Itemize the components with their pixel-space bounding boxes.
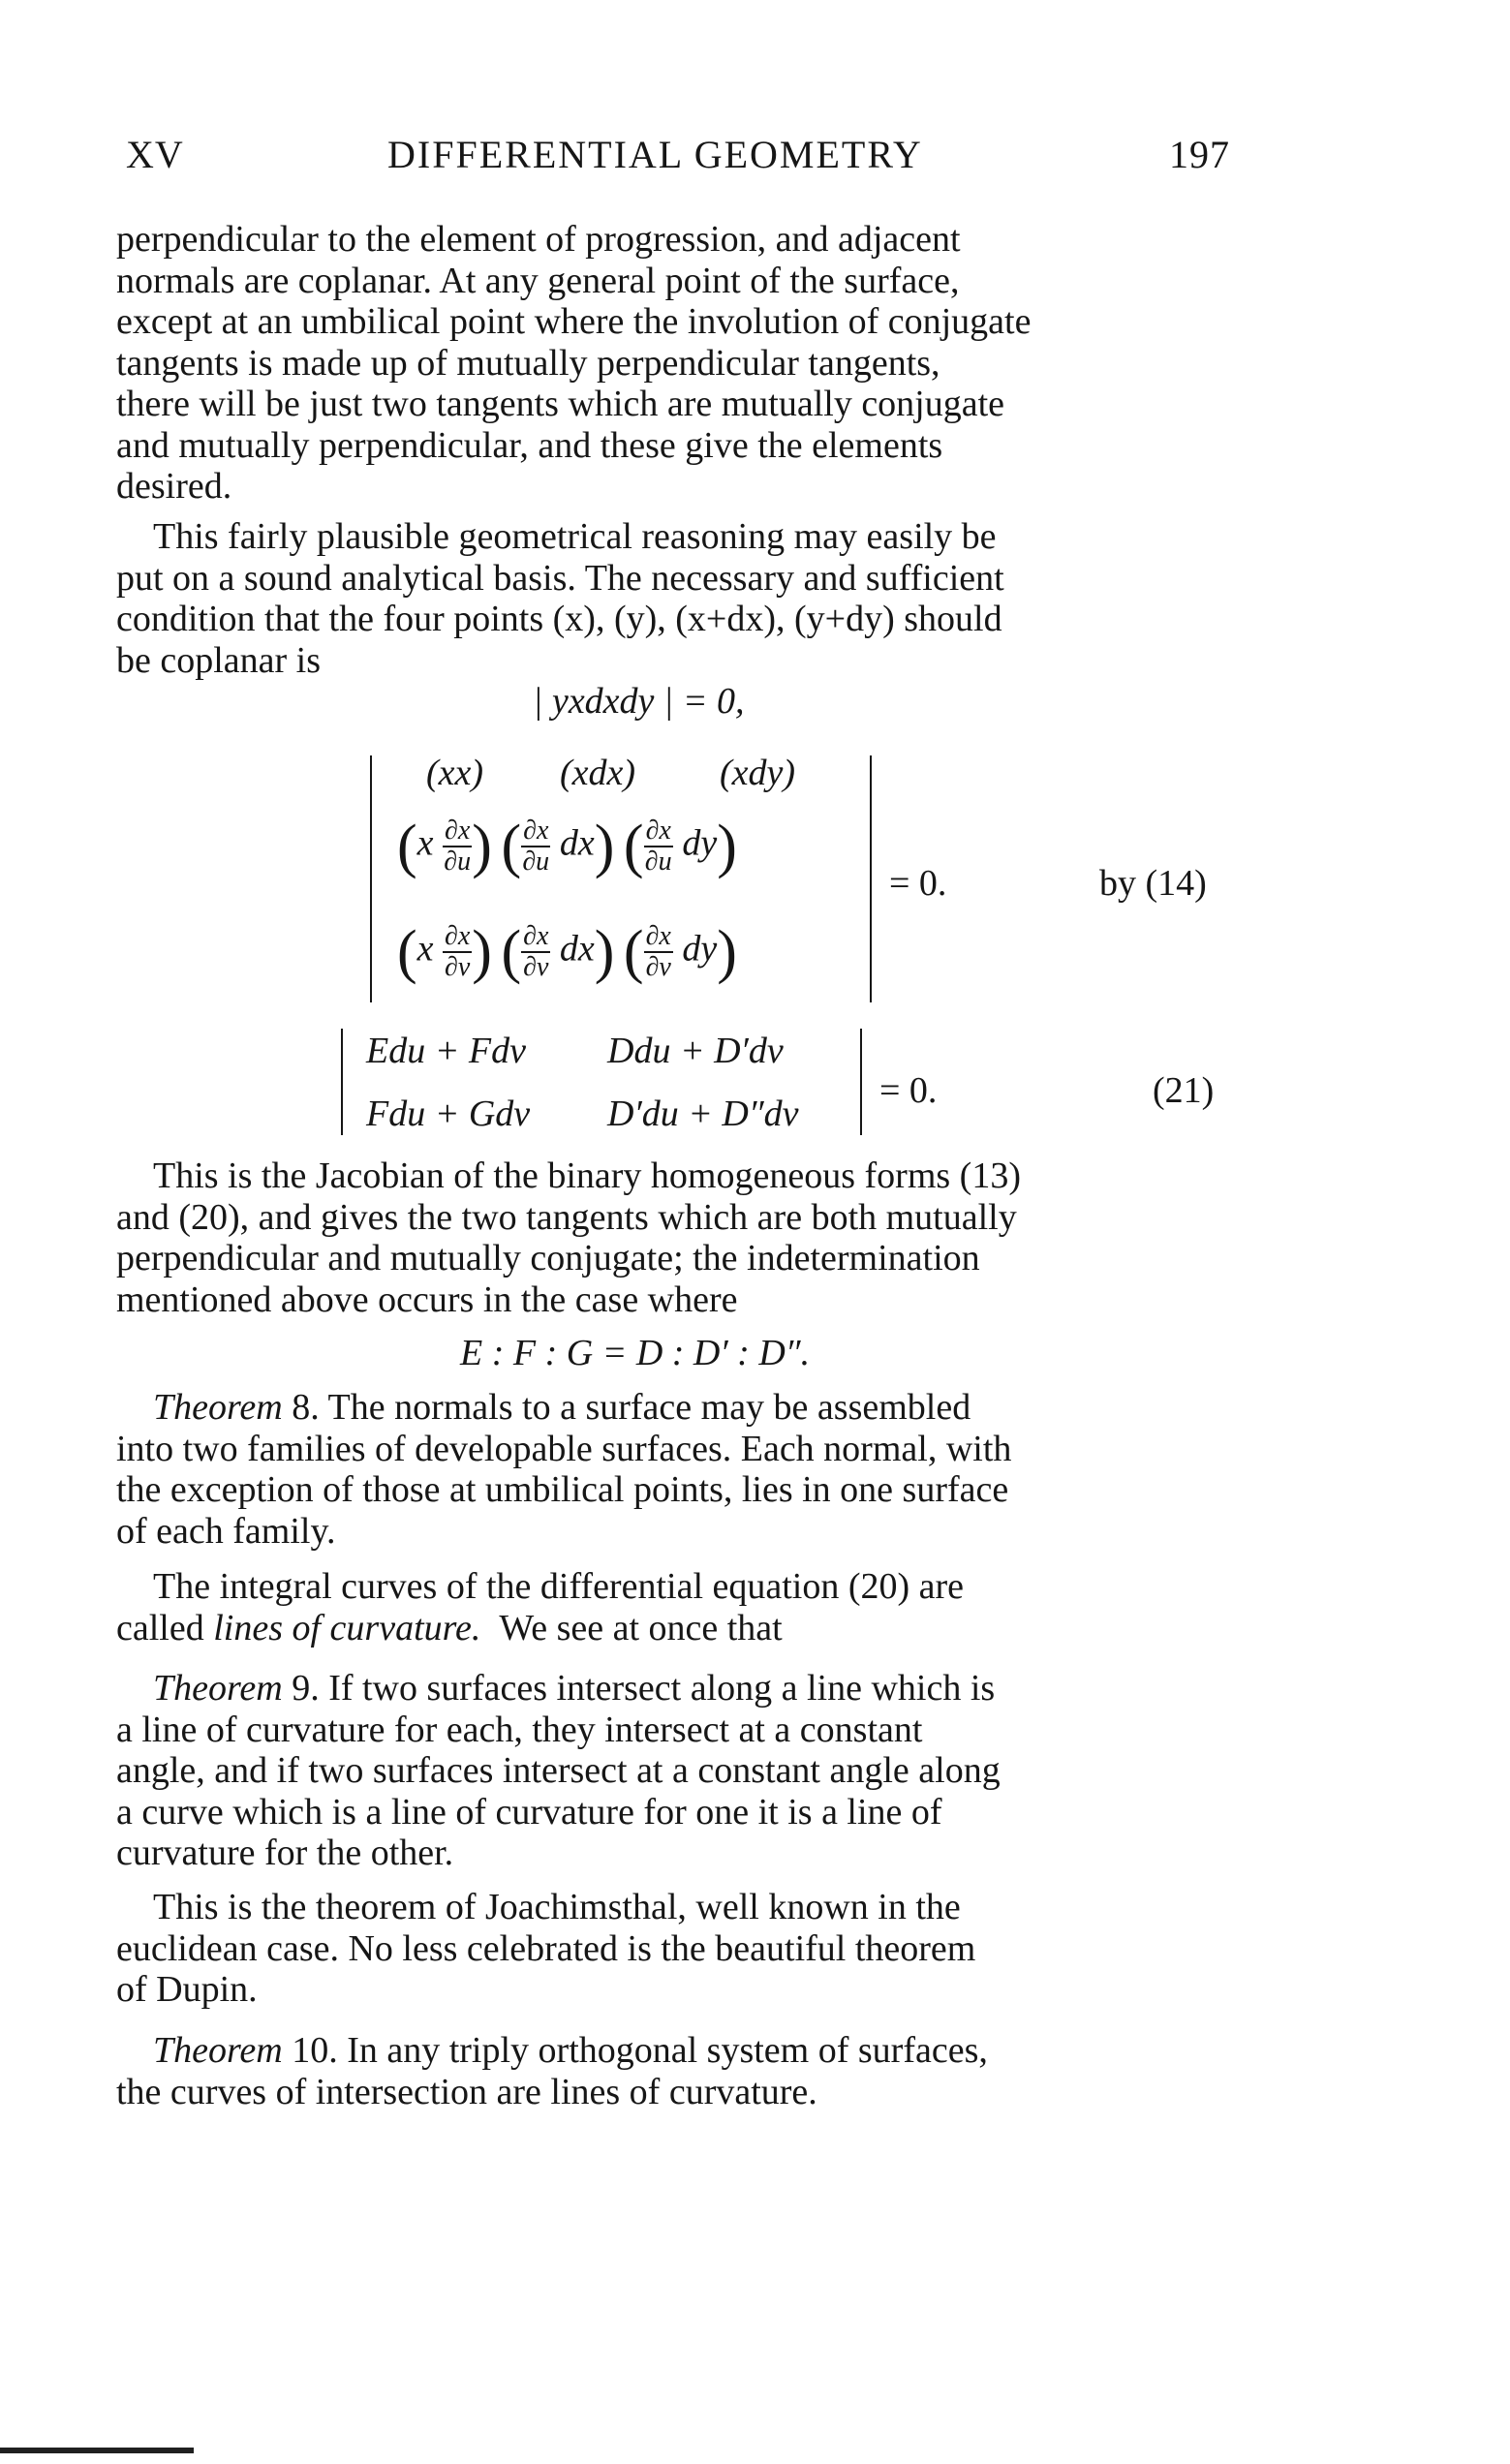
text-line: normals are coplanar. At any general point of the surface,: [116, 260, 960, 301]
paragraph-5: [116, 1887, 1230, 2011]
text-line: euclidean case. No less celebrated is the beautiful theorem: [116, 1927, 976, 1969]
paragraph-2: [116, 516, 1230, 681]
matrix2-equals: = 0.: [879, 1070, 938, 1111]
text-line: a curve which is a line of curvature for one it is a line of: [116, 1791, 942, 1833]
text-line: put on a sound analytical basis. The necessary and sufficient: [116, 557, 1004, 599]
equation-number-21: (21): [1153, 1070, 1215, 1111]
text-line: and mutually perpendicular, and these give the elements: [116, 424, 943, 466]
theorem-label: Theorem: [153, 1387, 283, 1428]
matrix-row-3: (x $\frac{\partial x}{\partial v}$ ) ( $\frac{\partial x}{\partial v}$ dx) ( $\frac{\partial x}{\partial v}$ dy): [397, 919, 737, 985]
page-number: 197: [1169, 133, 1230, 176]
determinant-2-left-bar: [341, 1029, 343, 1135]
text-line: tangents is made up of mutually perpendicular tangents,: [116, 342, 940, 384]
theorem-10: [116, 2030, 1230, 2112]
text-line: of each family.: [116, 1510, 336, 1552]
text-line: This is the Jacobian of the binary homogeneous forms (13): [153, 1155, 1021, 1196]
text-line: except at an umbilical point where the involution of conjugate: [116, 301, 1032, 342]
text-line: the curves of intersection are lines of curvature.: [116, 2071, 817, 2112]
matrix-equals: = 0.: [889, 863, 947, 904]
text-line: desired.: [116, 466, 232, 507]
matrix2-r2c2: D′du + D″dv: [607, 1093, 799, 1134]
text-line: curvature for the other.: [116, 1833, 454, 1873]
matrix-row-1-col-1: (xx): [426, 753, 484, 793]
scan-edge-mark: [0, 2448, 194, 2453]
determinant-right-bar: [870, 755, 872, 1002]
text-line: Theorem 8. The normals to a surface may be assembled: [153, 1387, 971, 1428]
paragraph-4: [116, 1566, 1230, 1648]
text-line: there will be just two tangents which are mutually conjugate: [116, 384, 1005, 424]
text-line: This is the theorem of Joachimsthal, well known in the: [153, 1887, 961, 1927]
text-line: mentioned above occurs in the case where: [116, 1278, 738, 1320]
matrix-row-1-col-2: (xdx): [560, 753, 636, 793]
text-line: condition that the four points (x), (y), (x+dx), (y+dy) should: [116, 599, 1002, 639]
text-line: The integral curves of the differential equation (20) are: [153, 1566, 965, 1607]
theorem-label: Theorem: [153, 2030, 283, 2071]
text-line: Theorem 10. In any triply orthogonal system of surfaces,: [153, 2030, 988, 2071]
equation-reference-14: by (14): [1099, 863, 1207, 904]
text-line: Theorem 9. If two surfaces intersect along a line which is: [153, 1668, 996, 1709]
text-line: of Dupin.: [116, 1969, 258, 2010]
text-line: perpendicular to the element of progression, and adjacent: [116, 219, 961, 260]
chapter-number: XV: [126, 133, 184, 176]
matrix-row-1-col-3: (xdy): [720, 753, 796, 793]
text-line: perpendicular and mutually conjugate; the indetermination: [116, 1238, 980, 1278]
text-line: This fairly plausible geometrical reasoning may easily be: [153, 516, 997, 557]
text-line: the exception of those at umbilical points, lies in one surface: [116, 1469, 1009, 1510]
text-line: a line of curvature for each, they intersect at a constant: [116, 1709, 923, 1750]
text-line: into two families of developable surfaces. Each normal, with: [116, 1428, 1012, 1469]
running-header: [116, 132, 1230, 180]
text-line: be coplanar is: [116, 639, 322, 681]
matrix2-r1c1: Edu + Fdv: [366, 1031, 526, 1071]
theorem-9: [116, 1668, 1230, 1874]
text-line: and (20), and gives the two tangents which are both mutually: [116, 1196, 1017, 1238]
running-title: DIFFERENTIAL GEOMETRY: [387, 133, 923, 176]
coplanarity-determinant: | yxdxdy | = 0,: [533, 681, 745, 722]
matrix2-r1c2: Ddu + D′dv: [607, 1031, 784, 1071]
theorem-8: [116, 1387, 1230, 1552]
matrix2-r2c1: Fdu + Gdv: [366, 1093, 531, 1134]
paragraph-1: [116, 219, 1230, 508]
determinant-2-right-bar: [860, 1029, 862, 1135]
theorem-label: Theorem: [153, 1668, 283, 1709]
ratio-equation: E : F : G = D : D′ : D″.: [460, 1333, 811, 1373]
lines-of-curvature-term: lines of curvature.: [213, 1607, 481, 1648]
matrix-row-2: (x $\frac{\partial x}{\partial u}$ ) ( $\frac{\partial x}{\partial u}$ dx) ( $\frac{\partial x}{\partial u}$ dy): [397, 814, 737, 879]
text-line: angle, and if two surfaces intersect at a constant angle along: [116, 1750, 1001, 1791]
determinant-left-bar: [370, 755, 372, 1002]
text-line: called lines of curvature. We see at once that: [116, 1607, 783, 1648]
paragraph-3: [116, 1155, 1230, 1320]
